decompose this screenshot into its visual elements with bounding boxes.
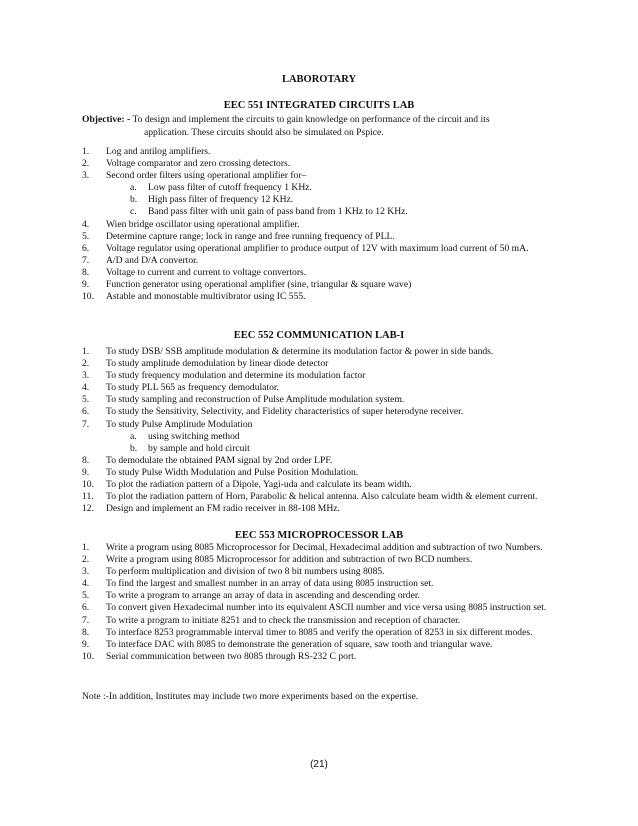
list-item xyxy=(82,170,552,182)
item-text: To convert given Hexadecimal number into its equivalent ASCII number and vice versa using 8085 instruction set. xyxy=(106,602,547,614)
lab551-objective xyxy=(82,114,552,139)
list-item xyxy=(82,291,552,303)
item-number: 12. xyxy=(82,503,94,515)
list-item xyxy=(82,382,552,394)
item-number: 9. xyxy=(82,279,90,291)
item-text: Voltage regulator using operational amplifier to produce output of 12V with maximum load current of 50 mA. xyxy=(106,242,529,254)
item-text: A/D and D/A convertor. xyxy=(106,254,199,266)
item-number: b. xyxy=(130,442,138,454)
page-number: (21) xyxy=(310,759,328,770)
list-item xyxy=(82,243,552,255)
list-item xyxy=(82,231,552,243)
item-number: 3. xyxy=(82,170,90,182)
objective-label: Objective: - xyxy=(82,114,131,125)
item-number: 9. xyxy=(82,466,90,478)
item-number: 6. xyxy=(82,242,90,254)
objective-line2: application. These circuits should also be simulated on Pspice. xyxy=(144,126,384,138)
list-subitem xyxy=(82,431,552,443)
list-item xyxy=(82,615,552,627)
item-number: 1. xyxy=(82,346,90,357)
item-text: by sample and hold circuit xyxy=(148,442,250,454)
item-text: Second order filters using operational amplifier for– xyxy=(106,170,307,182)
list-item xyxy=(82,566,552,578)
item-number: 2. xyxy=(82,358,90,370)
item-number: 2. xyxy=(82,158,90,170)
list-item xyxy=(82,406,552,418)
item-number: 5. xyxy=(82,394,90,406)
list-item xyxy=(82,267,552,279)
lab553-experiment-list xyxy=(82,542,552,663)
item-text: To study amplitude demodulation by linear diode detector xyxy=(106,358,329,370)
item-text: To interface DAC with 8085 to demonstrate the generation of square, saw tooth and triangular wave. xyxy=(106,638,493,650)
item-number: 2. xyxy=(82,554,90,566)
item-text: Serial communication between two 8085 through RS-232 C port. xyxy=(106,650,357,662)
lab553-title: EEC 553 MICROPROCESSOR LAB xyxy=(234,530,404,541)
item-number: b. xyxy=(130,194,138,206)
item-number: 7. xyxy=(82,614,90,626)
item-number: 10. xyxy=(82,479,94,491)
item-text: To study DSB/ SSB amplitude modulation & determine its modulation factor & power in side bands. xyxy=(106,346,494,357)
item-number: 3. xyxy=(82,566,90,578)
item-text: To write a program to arrange an array of data in ascending and descending order. xyxy=(106,590,420,602)
item-number: 8. xyxy=(82,266,90,278)
list-item xyxy=(82,479,552,491)
item-text: To plot the radiation pattern of Horn, Parabolic & helical antenna. Also calculate beam width & element current. xyxy=(106,491,538,503)
list-item xyxy=(82,279,552,291)
list-item xyxy=(82,602,552,614)
lab551-title: EEC 551 INTEGRATED CIRCUITS LAB xyxy=(223,100,415,111)
list-item xyxy=(82,255,552,267)
list-item xyxy=(82,219,552,231)
item-text: High pass filter of frequency 12 KHz. xyxy=(148,194,294,206)
item-text: To perform multiplication and division of two 8 bit numbers using 8085. xyxy=(106,566,385,578)
list-item xyxy=(82,542,552,554)
item-text: Design and implement an FM radio receiver in 88-108 MHz. xyxy=(106,503,340,515)
objective-line1: To design and implement the circuits to gain knowledge on performance of the circuit and its xyxy=(130,114,490,125)
page-heading: LABOROTARY xyxy=(281,74,357,85)
item-number: 1. xyxy=(82,146,90,157)
item-text: Determine capture range; lock in range and free running frequency of PLL. xyxy=(106,230,395,242)
item-text: To study frequency modulation and determine its modulation factor xyxy=(106,370,366,382)
item-number: 1. xyxy=(82,542,90,553)
list-item xyxy=(82,419,552,431)
list-subitem xyxy=(82,182,552,194)
list-item xyxy=(82,554,552,566)
item-text: To find the largest and smallest number in an array of data using 8085 instruction set. xyxy=(106,578,434,590)
item-text: Astable and monostable multivibrator using IC 555. xyxy=(106,291,306,303)
item-number: 4. xyxy=(82,578,90,590)
item-number: 4. xyxy=(82,382,90,394)
lab552-title: EEC 552 COMMUNICATION LAB-I xyxy=(233,330,405,341)
list-item xyxy=(82,394,552,406)
item-number: 11. xyxy=(82,491,94,503)
item-number: 8. xyxy=(82,626,90,638)
item-text: To study PLL 565 as frequency demodulator. xyxy=(106,382,279,394)
item-text: To plot the radiation pattern of a Dipole, Yagi-uda and calculate its beam width. xyxy=(106,479,412,491)
item-text: To demodulate the obtained PAM signal by 2nd order LPF. xyxy=(106,454,333,466)
lab553-note: Note :-In addition, Institutes may include two more experiments based on the expertise. xyxy=(82,691,419,702)
item-text: To study Pulse Amplitude Modulation xyxy=(106,418,253,430)
lab552-experiment-list xyxy=(82,346,552,515)
item-text: Write a program using 8085 Microprocessor for Decimal, Hexadecimal addition and subtraction of two Numbers. xyxy=(106,542,543,553)
item-number: c. xyxy=(130,206,137,218)
item-text: Log and antilog amplifiers. xyxy=(106,146,211,157)
item-number: a. xyxy=(130,182,137,194)
item-text: To study Pulse Width Modulation and Pulse Position Modulation. xyxy=(106,466,359,478)
item-number: 6. xyxy=(82,406,90,418)
item-text: using switching method xyxy=(148,430,240,442)
item-number: 10. xyxy=(82,291,94,303)
list-item xyxy=(82,146,552,158)
item-text: Function generator using operational amplifier (sine, triangular & square wave) xyxy=(106,279,412,291)
list-item xyxy=(82,639,552,651)
list-item xyxy=(82,358,552,370)
list-item xyxy=(82,158,552,170)
item-number: 8. xyxy=(82,454,90,466)
item-text: Band pass filter with unit gain of pass band from 1 KHz to 12 KHz. xyxy=(148,206,408,218)
item-number: 6. xyxy=(82,602,90,614)
item-number: 9. xyxy=(82,638,90,650)
item-number: 5. xyxy=(82,590,90,602)
item-text: To write a program to initiate 8251 and to check the transmission and reception of character. xyxy=(106,614,461,626)
list-subitem xyxy=(82,443,552,455)
list-item xyxy=(82,370,552,382)
item-number: 5. xyxy=(82,230,90,242)
item-number: 7. xyxy=(82,254,90,266)
item-text: Voltage comparator and zero crossing detectors. xyxy=(106,158,291,170)
list-item xyxy=(82,467,552,479)
lab551-experiment-list xyxy=(82,146,552,303)
item-number: 4. xyxy=(82,218,90,230)
list-item xyxy=(82,578,552,590)
list-item xyxy=(82,503,552,515)
item-number: 3. xyxy=(82,370,90,382)
item-number: a. xyxy=(130,430,137,442)
item-text: To interface 8253 programmable interval timer to 8085 and verify the operation of 8253 in six different modes. xyxy=(106,626,533,638)
item-number: 10. xyxy=(82,650,94,662)
list-item xyxy=(82,455,552,467)
list-item xyxy=(82,491,552,503)
item-text: To study sampling and reconstruction of Pulse Amplitude modulation system. xyxy=(106,394,405,406)
item-text: Low pass filter of cutoff frequency 1 KHz. xyxy=(148,182,312,194)
list-item xyxy=(82,627,552,639)
item-text: To study the Sensitivity, Selectivity, and Fidelity characteristics of super heterodyne receiver. xyxy=(106,406,464,418)
item-number: 7. xyxy=(82,418,90,430)
item-text: Write a program using 8085 Microprocessor for addition and subtraction of two BCD numbers. xyxy=(106,554,473,566)
list-subitem xyxy=(82,194,552,206)
list-item xyxy=(82,590,552,602)
item-text: Voltage to current and current to voltage convertors. xyxy=(106,266,307,278)
list-subitem xyxy=(82,206,552,218)
list-item xyxy=(82,651,552,663)
item-text: Wien bridge oscillator using operational amplifier. xyxy=(106,218,300,230)
list-item xyxy=(82,346,552,358)
